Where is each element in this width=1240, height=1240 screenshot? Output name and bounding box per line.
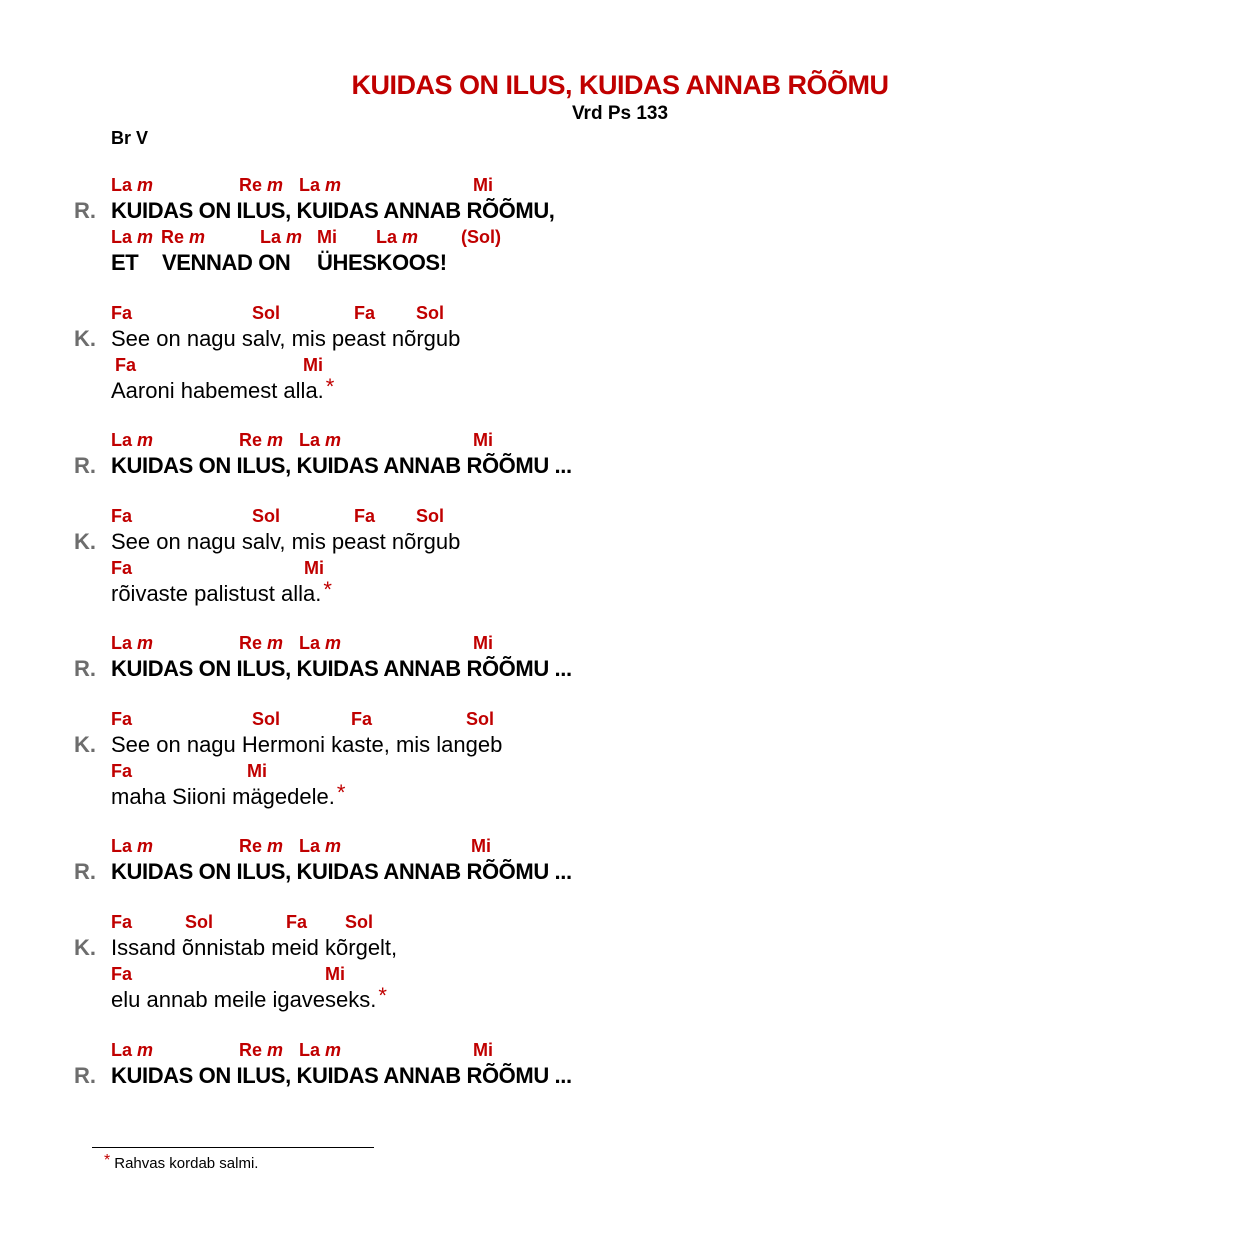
chord-am: La m (376, 227, 419, 247)
chord-sol: Sol (466, 709, 495, 729)
chord-mi: Mi (325, 964, 345, 984)
refrain-line (0, 250, 1240, 280)
chord-sol: Sol (185, 912, 214, 932)
chord-line (0, 709, 1240, 731)
verse-marker: K. (74, 529, 96, 554)
chord-mi: Mi (473, 633, 493, 653)
lyric-text: See on nagu salv, mis peast nõrgub (111, 326, 461, 351)
verse-marker: K. (74, 935, 96, 960)
chord-am: La m (111, 836, 154, 856)
chord-line (0, 761, 1240, 783)
footnote-rule (92, 1147, 374, 1148)
refrain-line (0, 198, 1240, 228)
refrain-line (0, 859, 1240, 889)
refrain-marker: R. (74, 859, 96, 884)
chord-sol: Sol (416, 506, 445, 526)
lyric-text: See on nagu salv, mis peast nõrgub (111, 529, 461, 554)
chord-am: La m (299, 175, 342, 195)
chord-fa: Fa (111, 506, 133, 526)
chord-fa: Fa (111, 303, 133, 323)
chord-am: La m (299, 430, 342, 450)
chord-am: La m (111, 1040, 154, 1060)
verse-marker: K. (74, 732, 96, 757)
lyric-line (111, 983, 387, 1013)
chord-dm: Re m (239, 836, 284, 856)
refrain-marker: R. (74, 656, 96, 681)
verse-marker: K. (74, 326, 96, 351)
chord-line (0, 633, 1240, 655)
chord-fa: Fa (351, 709, 373, 729)
lyric-text: Aaroni habemest alla. (111, 378, 324, 403)
chord-am: La m (299, 836, 342, 856)
lyric-text: rõivaste palistust alla. (111, 581, 322, 606)
verse-line (0, 983, 1240, 1017)
lyric-text: maha Siioni mägedele. (111, 784, 335, 809)
verse-line (0, 326, 1240, 356)
chord-line (0, 836, 1240, 858)
chord-fa: Fa (115, 355, 137, 375)
lyric-line (111, 374, 335, 404)
lyric-text: KUIDAS ON ILUS, KUIDAS ANNAB RÕÕMU ... (111, 1063, 572, 1088)
chord-sol: Sol (252, 303, 281, 323)
lyric-word: ET (111, 250, 139, 275)
chord-line (0, 175, 1240, 197)
refrain-marker: R. (74, 453, 96, 478)
repeat-asterisk: * (325, 374, 335, 399)
repeat-asterisk: * (336, 780, 346, 805)
lyric-text: elu annab meile igaveseks. (111, 987, 377, 1012)
chord-dm: Re m (239, 430, 284, 450)
lyric-text: See on nagu Hermoni kaste, mis langeb (111, 732, 503, 757)
chord-mi: Mi (473, 175, 493, 195)
lyric-line (111, 577, 332, 607)
chord-sol-paren: (Sol) (461, 227, 501, 247)
verse-line (0, 780, 1240, 814)
author: Br V (111, 128, 149, 148)
refrain-line (0, 656, 1240, 686)
chord-dm: Re m (161, 227, 206, 247)
chord-am: La m (299, 633, 342, 653)
verse-line (0, 529, 1240, 559)
refrain-line (0, 453, 1240, 483)
chord-line (0, 430, 1240, 452)
refrain-marker: R. (74, 198, 96, 223)
chord-fa: Fa (111, 912, 133, 932)
chord-fa: Fa (111, 709, 133, 729)
lyric-word: VENNAD ON (162, 250, 291, 275)
chord-mi: Mi (471, 836, 491, 856)
footnote (104, 1152, 259, 1173)
chord-line (0, 506, 1240, 528)
chord-line (0, 355, 1240, 377)
chord-am: La m (111, 633, 154, 653)
verse-line (0, 374, 1240, 408)
psalm-reference: Vrd Ps 133 (571, 103, 669, 124)
chord-am: La m (111, 175, 154, 195)
repeat-asterisk: * (378, 983, 387, 1008)
chord-mi: Mi (473, 1040, 493, 1060)
chord-am: La m (260, 227, 303, 247)
chord-mi: Mi (303, 355, 323, 375)
repeat-asterisk: * (323, 577, 332, 602)
chord-fa: Fa (286, 912, 308, 932)
chord-sol: Sol (252, 506, 281, 526)
chord-am: La m (299, 1040, 342, 1060)
lyric-word: ÜHESKOOS! (317, 250, 447, 275)
chord-am: La m (111, 227, 154, 247)
chord-mi: Mi (304, 558, 324, 578)
chord-line (0, 227, 1240, 249)
chord-line (0, 303, 1240, 325)
refrain-marker: R. (74, 1063, 96, 1088)
chord-dm: Re m (239, 633, 284, 653)
chord-sol: Sol (345, 912, 374, 932)
chord-fa: Fa (354, 506, 376, 526)
footnote-text: Rahvas kordab salmi. (114, 1155, 259, 1172)
chord-am: La m (111, 430, 154, 450)
lyric-text: KUIDAS ON ILUS, KUIDAS ANNAB RÕÕMU ... (111, 453, 572, 478)
chord-mi: Mi (247, 761, 267, 781)
chord-fa: Fa (354, 303, 376, 323)
chord-mi: Mi (317, 227, 337, 247)
chord-sol: Sol (416, 303, 445, 323)
verse-line (0, 577, 1240, 611)
chord-dm: Re m (239, 1040, 284, 1060)
lyric-text: KUIDAS ON ILUS, KUIDAS ANNAB RÕÕMU ... (111, 656, 572, 681)
chord-fa: Fa (111, 964, 133, 984)
chord-line (0, 912, 1240, 934)
lyric-text: Issand õnnistab meid kõrgelt, (111, 935, 398, 960)
lyric-text: KUIDAS ON ILUS, KUIDAS ANNAB RÕÕMU, (111, 198, 555, 223)
footnote-asterisk: * (104, 1152, 111, 1169)
chord-line (0, 558, 1240, 580)
verse-line (0, 935, 1240, 965)
chord-dm: Re m (239, 175, 284, 195)
lyric-text: KUIDAS ON ILUS, KUIDAS ANNAB RÕÕMU ... (111, 859, 572, 884)
chord-line (0, 1040, 1240, 1062)
chord-line (0, 964, 1240, 986)
lyric-line (111, 780, 346, 810)
refrain-line (0, 1063, 1240, 1093)
chord-fa: Fa (111, 761, 133, 781)
song-title: KUIDAS ON ILUS, KUIDAS ANNAB RÕÕMU (351, 70, 889, 100)
chord-fa: Fa (111, 558, 133, 578)
chord-mi: Mi (473, 430, 493, 450)
verse-line (0, 732, 1240, 762)
chord-sol: Sol (252, 709, 281, 729)
